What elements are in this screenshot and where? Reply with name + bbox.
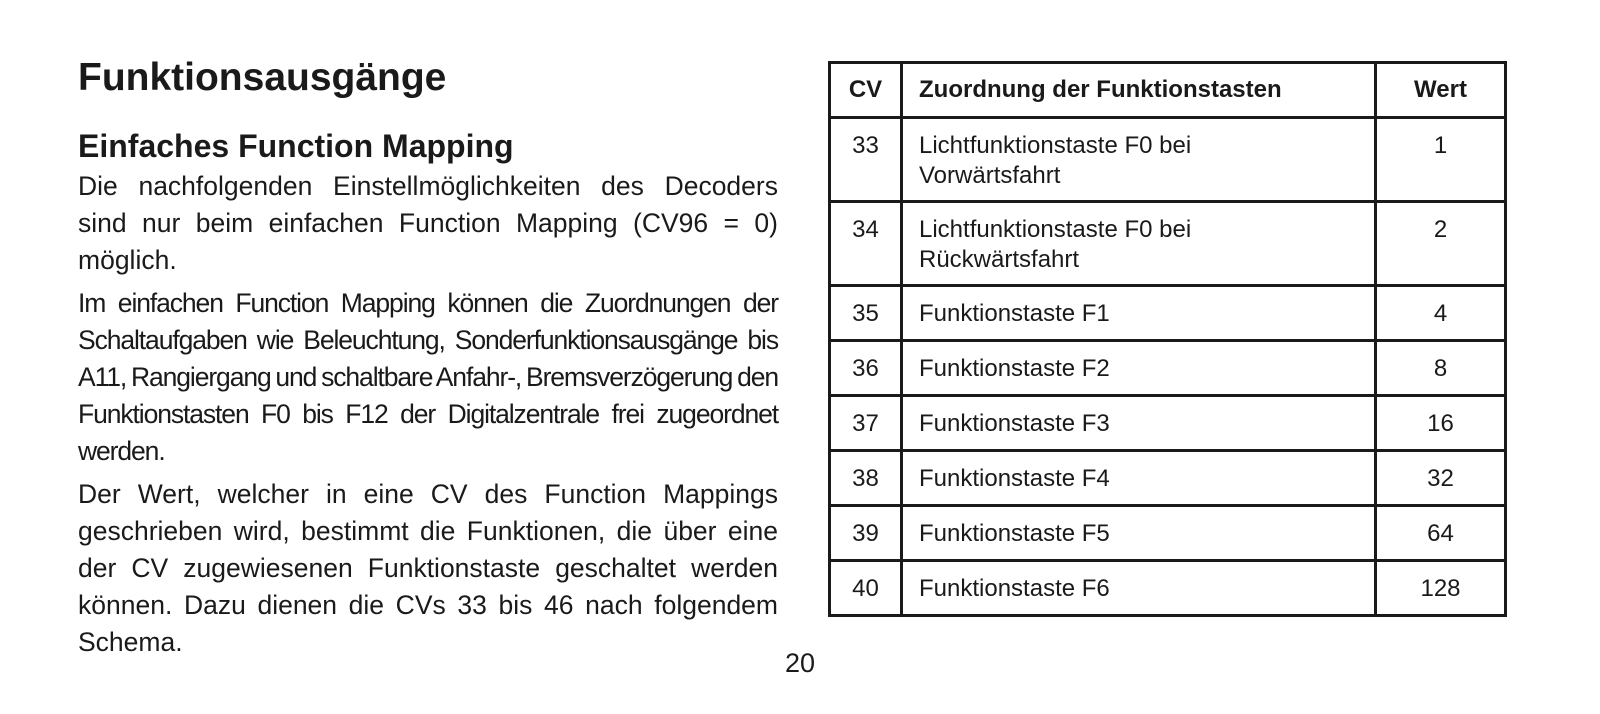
cell-assignment: Funktionstaste F3 [902, 396, 1376, 451]
cell-value: 8 [1376, 341, 1506, 396]
cell-cv: 39 [830, 506, 902, 561]
table-row [830, 286, 1506, 341]
assignment-line: Vorwärtsfahrt [919, 162, 1061, 189]
cell-cv: 35 [830, 286, 902, 341]
cell-cv: 38 [830, 451, 902, 506]
table-row [830, 341, 1506, 396]
section-title: Einfaches Function Mapping [78, 128, 514, 164]
cell-value: 4 [1376, 286, 1506, 341]
header-assignment: Zuordnung der Funktionstasten [902, 63, 1376, 118]
cell-cv: 40 [830, 561, 902, 616]
cell-value: 64 [1376, 506, 1506, 561]
cell-value: 128 [1376, 561, 1506, 616]
table-row [830, 396, 1506, 451]
cell-cv: 33 [830, 118, 902, 202]
cell-cv: 34 [830, 202, 902, 286]
cell-assignment [902, 118, 1376, 202]
table-row [830, 451, 1506, 506]
cell-value: 1 [1376, 118, 1506, 202]
cell-value: 2 [1376, 202, 1506, 286]
header-cv: CV [830, 63, 902, 118]
table-row [830, 118, 1506, 202]
cell-assignment: Funktionstaste F4 [902, 451, 1376, 506]
header-value: Wert [1376, 63, 1506, 118]
assignment-line: Lichtfunktionstaste F0 bei [919, 216, 1192, 243]
mapping-paragraph: Im einfachen Function Mapping können die Zuordnungen der Schaltaufgaben wie Beleuchtung, Sonderfunktionsausgänge bis A11, Rangiergang und schaltbare Anfahr-, Bremsverzögerung den Funktionstasten F0 bis F12 der Digitalzentrale frei zugeordnet werden. [78, 288, 778, 466]
cell-cv: 37 [830, 396, 902, 451]
assignment-line: Lichtfunktionstaste F0 bei [919, 132, 1192, 159]
cell-value: 32 [1376, 451, 1506, 506]
function-mapping-table [828, 61, 1507, 617]
function-mapping-table-wrapper [828, 61, 1507, 617]
table-row [830, 202, 1506, 286]
table-row [830, 561, 1506, 616]
intro-paragraph: Die nachfolgenden Einstellmöglichkeiten des Decoders sind nur beim einfachen Function Mapping (CV96 = 0) möglich. [78, 171, 778, 275]
schema-paragraph: Der Wert, welcher in eine CV des Function Mappings geschrieben wird, bestimmt die Funktionen, die über eine der CV zugewiesenen Funktionstaste geschaltet werden können. Dazu dienen die CVs 33 bis 46 nach folgendem Schema. [78, 479, 778, 657]
cell-assignment: Funktionstaste F6 [902, 561, 1376, 616]
page-number: 20 [784, 648, 816, 678]
assignment-line: Rückwärtsfahrt [919, 246, 1080, 273]
cell-cv: 36 [830, 341, 902, 396]
table-header-row [830, 63, 1506, 118]
cell-assignment [902, 202, 1376, 286]
page-title: Funktionsausgänge [78, 56, 447, 99]
cell-value: 16 [1376, 396, 1506, 451]
cell-assignment: Funktionstaste F2 [902, 341, 1376, 396]
cell-assignment: Funktionstaste F1 [902, 286, 1376, 341]
cell-assignment: Funktionstaste F5 [902, 506, 1376, 561]
table-row [830, 506, 1506, 561]
text-column [78, 52, 778, 661]
